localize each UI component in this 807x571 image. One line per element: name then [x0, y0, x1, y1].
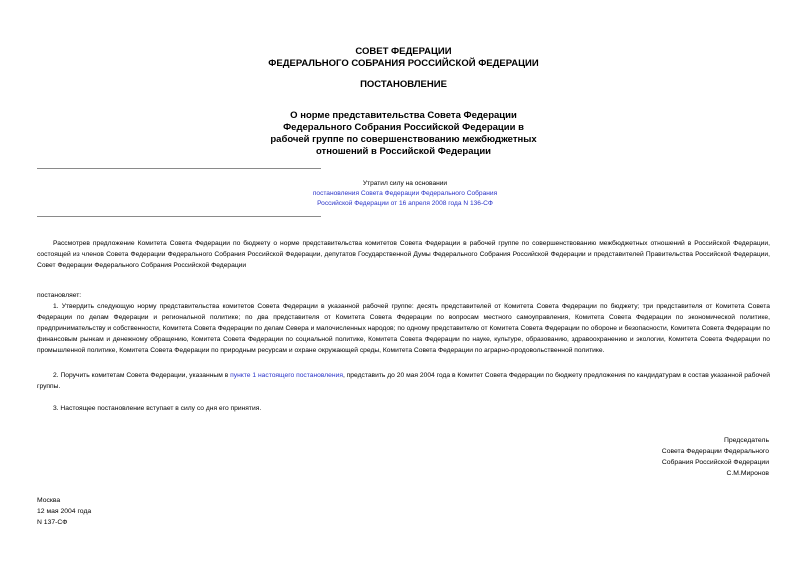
item-2: [37, 370, 770, 392]
resolution-body: [37, 290, 770, 356]
repeal-notice-text: Утратил силу на основании: [362, 180, 448, 187]
item-1: 1. Утвердить следующую норму представительства комитетов Совета Федерации в указанной рабочей группе: десять представителей от Комитета Совета Федерации по бюджету; три представителя от Комитета Совета Федерации по делам Федерации и региональной политике; по два представителя от Комитета Совета Федерации по вопросам местного самоуправления, Комитета Совета Федерации по экономической политике, предпринимательству и собственности, Комитета Совета Федерации по делам Севера и малочисленных народов; по одному представителю от Комитета Совета Федерации по обороне и безопасности, Комитета Совета Федерации по финансовым рынкам и денежному обращению, Комитета Совета Федерации по социальной политике, Комитета Совета Федерации по науке, культуре, образованию, здравоохранению и экологии, Комитета Совета Федерации по промышленной политике, Комитета Совета Федерации по природным ресурсам и охране окружающей среды, Комитета Совета Федерации по аграрно-продовольственной политике.: [37, 303, 770, 354]
organization-heading: [0, 46, 807, 70]
preamble-paragraph: [37, 238, 770, 271]
footer-date: 12 мая 2004 года: [37, 508, 92, 515]
divider-bottom: [37, 216, 321, 217]
item-2-text-start: 2. Поручить комитетам Совета Федерации, указанным в: [53, 372, 231, 379]
signature-line-2: Совета Федерации Федерального: [661, 448, 769, 455]
signature-name: С.М.Миронов: [726, 470, 769, 477]
footer-city: Москва: [37, 497, 61, 504]
divider-top: [37, 168, 321, 169]
document-title: [0, 110, 807, 158]
item-2-link[interactable]: пункте 1 настоящего постановления: [230, 372, 343, 379]
title-line-1: О норме представительства Совета Федерации: [290, 110, 517, 121]
org-line-1: СОВЕТ ФЕДЕРАЦИИ: [355, 46, 452, 57]
repeal-link-line-2[interactable]: Российской Федерации от 16 апреля 2008 года N 136-СФ: [317, 200, 493, 207]
org-line-2: ФЕДЕРАЛЬНОГО СОБРАНИЯ РОССИЙСКОЙ ФЕДЕРАЦИИ: [268, 58, 539, 69]
preamble-text: Рассмотрев предложение Комитета Совета Федерации по бюджету о норме представительства комитетов Совета Федерации в рабочей группе по совершенствованию межбюджетных отношений в Российской Федерации, состоящей из членов Совета Федерации Федерального Собрания Российской Федерации, депутатов Государственной Думы Федерального Собрания Российской Федерации и представителей Правительства Российской Федерации, Совет Федерации Федерального Собрания Российской Федерации: [37, 240, 770, 269]
signature-line-3: Собрания Российской Федерации: [661, 459, 769, 466]
title-line-4: отношений в Российской Федерации: [315, 146, 492, 157]
signature-line-1: Председатель: [724, 437, 769, 444]
footer-number: N 137-СФ: [37, 519, 68, 526]
resolves-label: постановляет:: [37, 292, 82, 299]
repeal-notice: [230, 179, 580, 209]
repeal-link-line-1[interactable]: постановления Совета Федерации Федерального Собрания: [312, 190, 498, 197]
item-3-text: 3. Настоящее постановление вступает в силу со дня его принятия.: [53, 405, 262, 412]
item-2-text-end: , представить до 20 мая 2004 года в Комитет Совета Федерации по бюджету предложения по кандидатурам в состав указанной рабочей группы.: [37, 372, 770, 390]
footer-block: [37, 495, 237, 528]
title-line-2: Федерального Собрания Российской Федерации в: [283, 122, 524, 133]
document-type: ПОСТАНОВЛЕНИЕ: [360, 79, 447, 90]
item-3: [37, 403, 770, 414]
signature-block: [540, 435, 769, 479]
title-line-3: рабочей группе по совершенствованию межбюджетных: [270, 134, 537, 145]
